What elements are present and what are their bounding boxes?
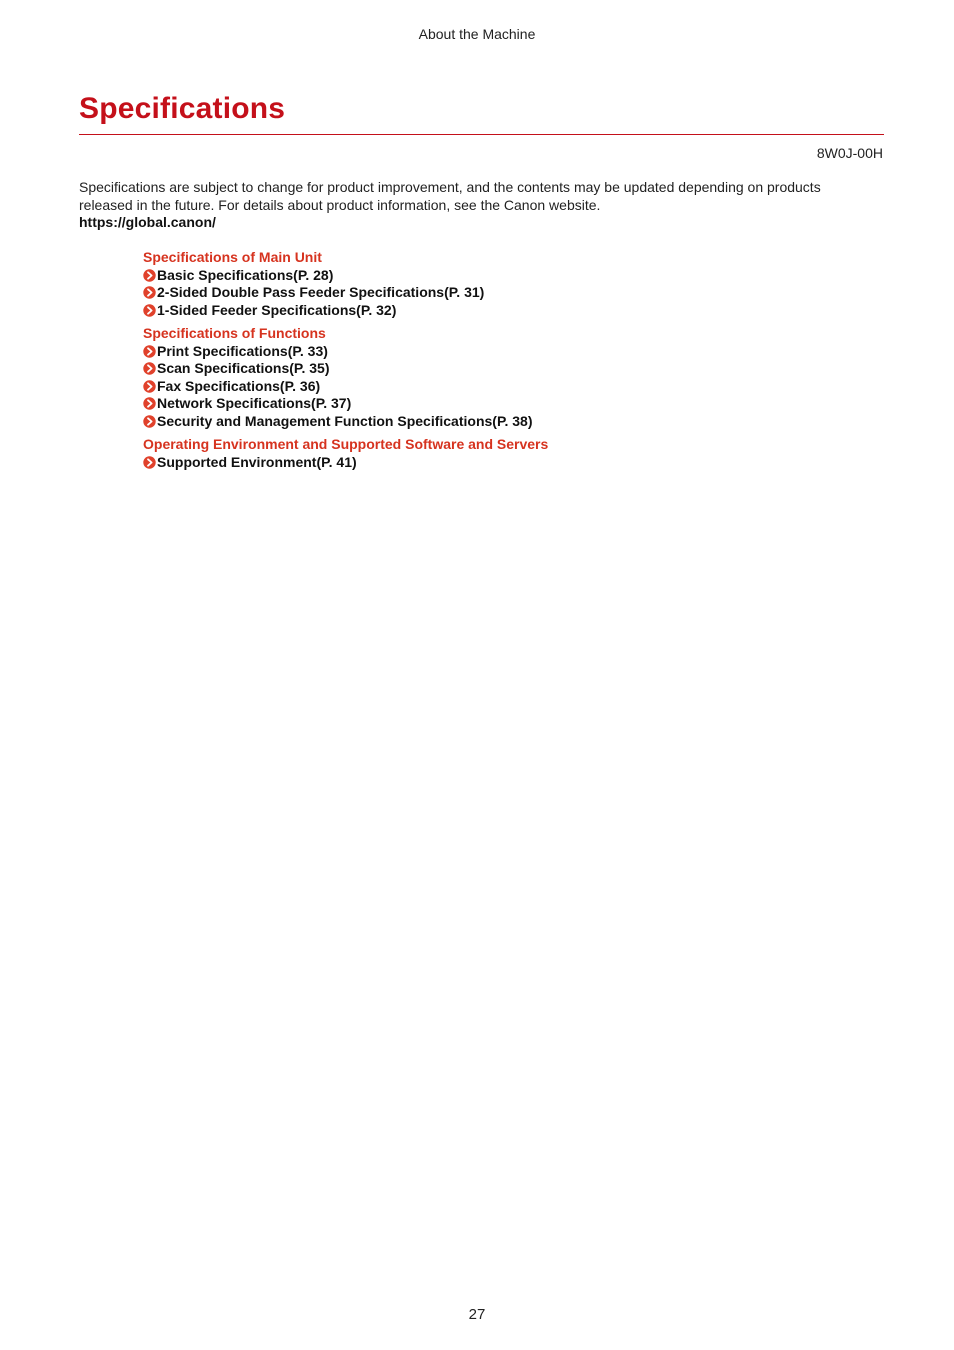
page-number: 27 bbox=[468, 1306, 486, 1323]
page-title: Specifications bbox=[79, 92, 286, 125]
toc-link-label: Basic Specifications(P. 28) bbox=[157, 266, 334, 283]
toc-link-fax-specifications[interactable] bbox=[143, 378, 843, 396]
toc-link-supported-environment[interactable] bbox=[143, 454, 843, 472]
circle-arrow-right-icon bbox=[143, 397, 156, 410]
toc-link-one-sided-feeder[interactable] bbox=[143, 302, 843, 320]
toc-heading: Specifications of Main Unit bbox=[143, 249, 322, 265]
toc-link-label: 1-Sided Feeder Specifications(P. 32) bbox=[157, 301, 397, 318]
intro-text: Specifications are subject to change for product improvement, and the contents may be updated depending on products released in the future. For details about product information, see the Canon website. bbox=[79, 179, 821, 213]
document-code: 8W0J-00H bbox=[816, 145, 883, 161]
toc-link-label: Scan Specifications(P. 35) bbox=[157, 360, 330, 376]
toc-link-label: Fax Specifications(P. 36) bbox=[157, 377, 321, 394]
circle-arrow-right-icon bbox=[143, 415, 156, 428]
toc-link-label: 2-Sided Double Pass Feeder Specifications(P. 31) bbox=[157, 284, 485, 300]
toc-section-functions bbox=[143, 325, 843, 430]
toc-link-network-specifications[interactable] bbox=[143, 395, 843, 413]
toc-heading: Specifications of Functions bbox=[143, 325, 326, 341]
toc-link-print-specifications[interactable] bbox=[143, 343, 843, 361]
canon-website-link[interactable]: https://global.canon/ bbox=[79, 214, 216, 230]
running-header: About the Machine bbox=[418, 26, 536, 42]
toc-link-basic-specifications[interactable] bbox=[143, 267, 843, 285]
toc-link-security-management[interactable] bbox=[143, 413, 843, 431]
circle-arrow-right-icon bbox=[143, 380, 156, 393]
circle-arrow-right-icon bbox=[143, 304, 156, 317]
toc-link-scan-specifications[interactable] bbox=[143, 360, 843, 378]
title-rule bbox=[79, 134, 884, 135]
toc-heading: Operating Environment and Supported Software and Servers bbox=[143, 436, 549, 452]
toc-section-operating-environment bbox=[143, 436, 843, 471]
intro-block bbox=[79, 179, 859, 232]
circle-arrow-right-icon bbox=[143, 269, 156, 282]
circle-arrow-right-icon bbox=[143, 362, 156, 375]
toc-link-label: Print Specifications(P. 33) bbox=[157, 342, 328, 359]
circle-arrow-right-icon bbox=[143, 345, 156, 358]
toc-link-label: Security and Management Function Specifications(P. 38) bbox=[157, 412, 533, 429]
circle-arrow-right-icon bbox=[143, 456, 156, 469]
toc-link-label: Network Specifications(P. 37) bbox=[157, 395, 352, 411]
circle-arrow-right-icon bbox=[143, 286, 156, 299]
table-of-contents bbox=[143, 249, 843, 477]
toc-section-main-unit bbox=[143, 249, 843, 319]
toc-link-label: Supported Environment(P. 41) bbox=[157, 453, 357, 470]
toc-link-double-pass-feeder[interactable] bbox=[143, 284, 843, 302]
